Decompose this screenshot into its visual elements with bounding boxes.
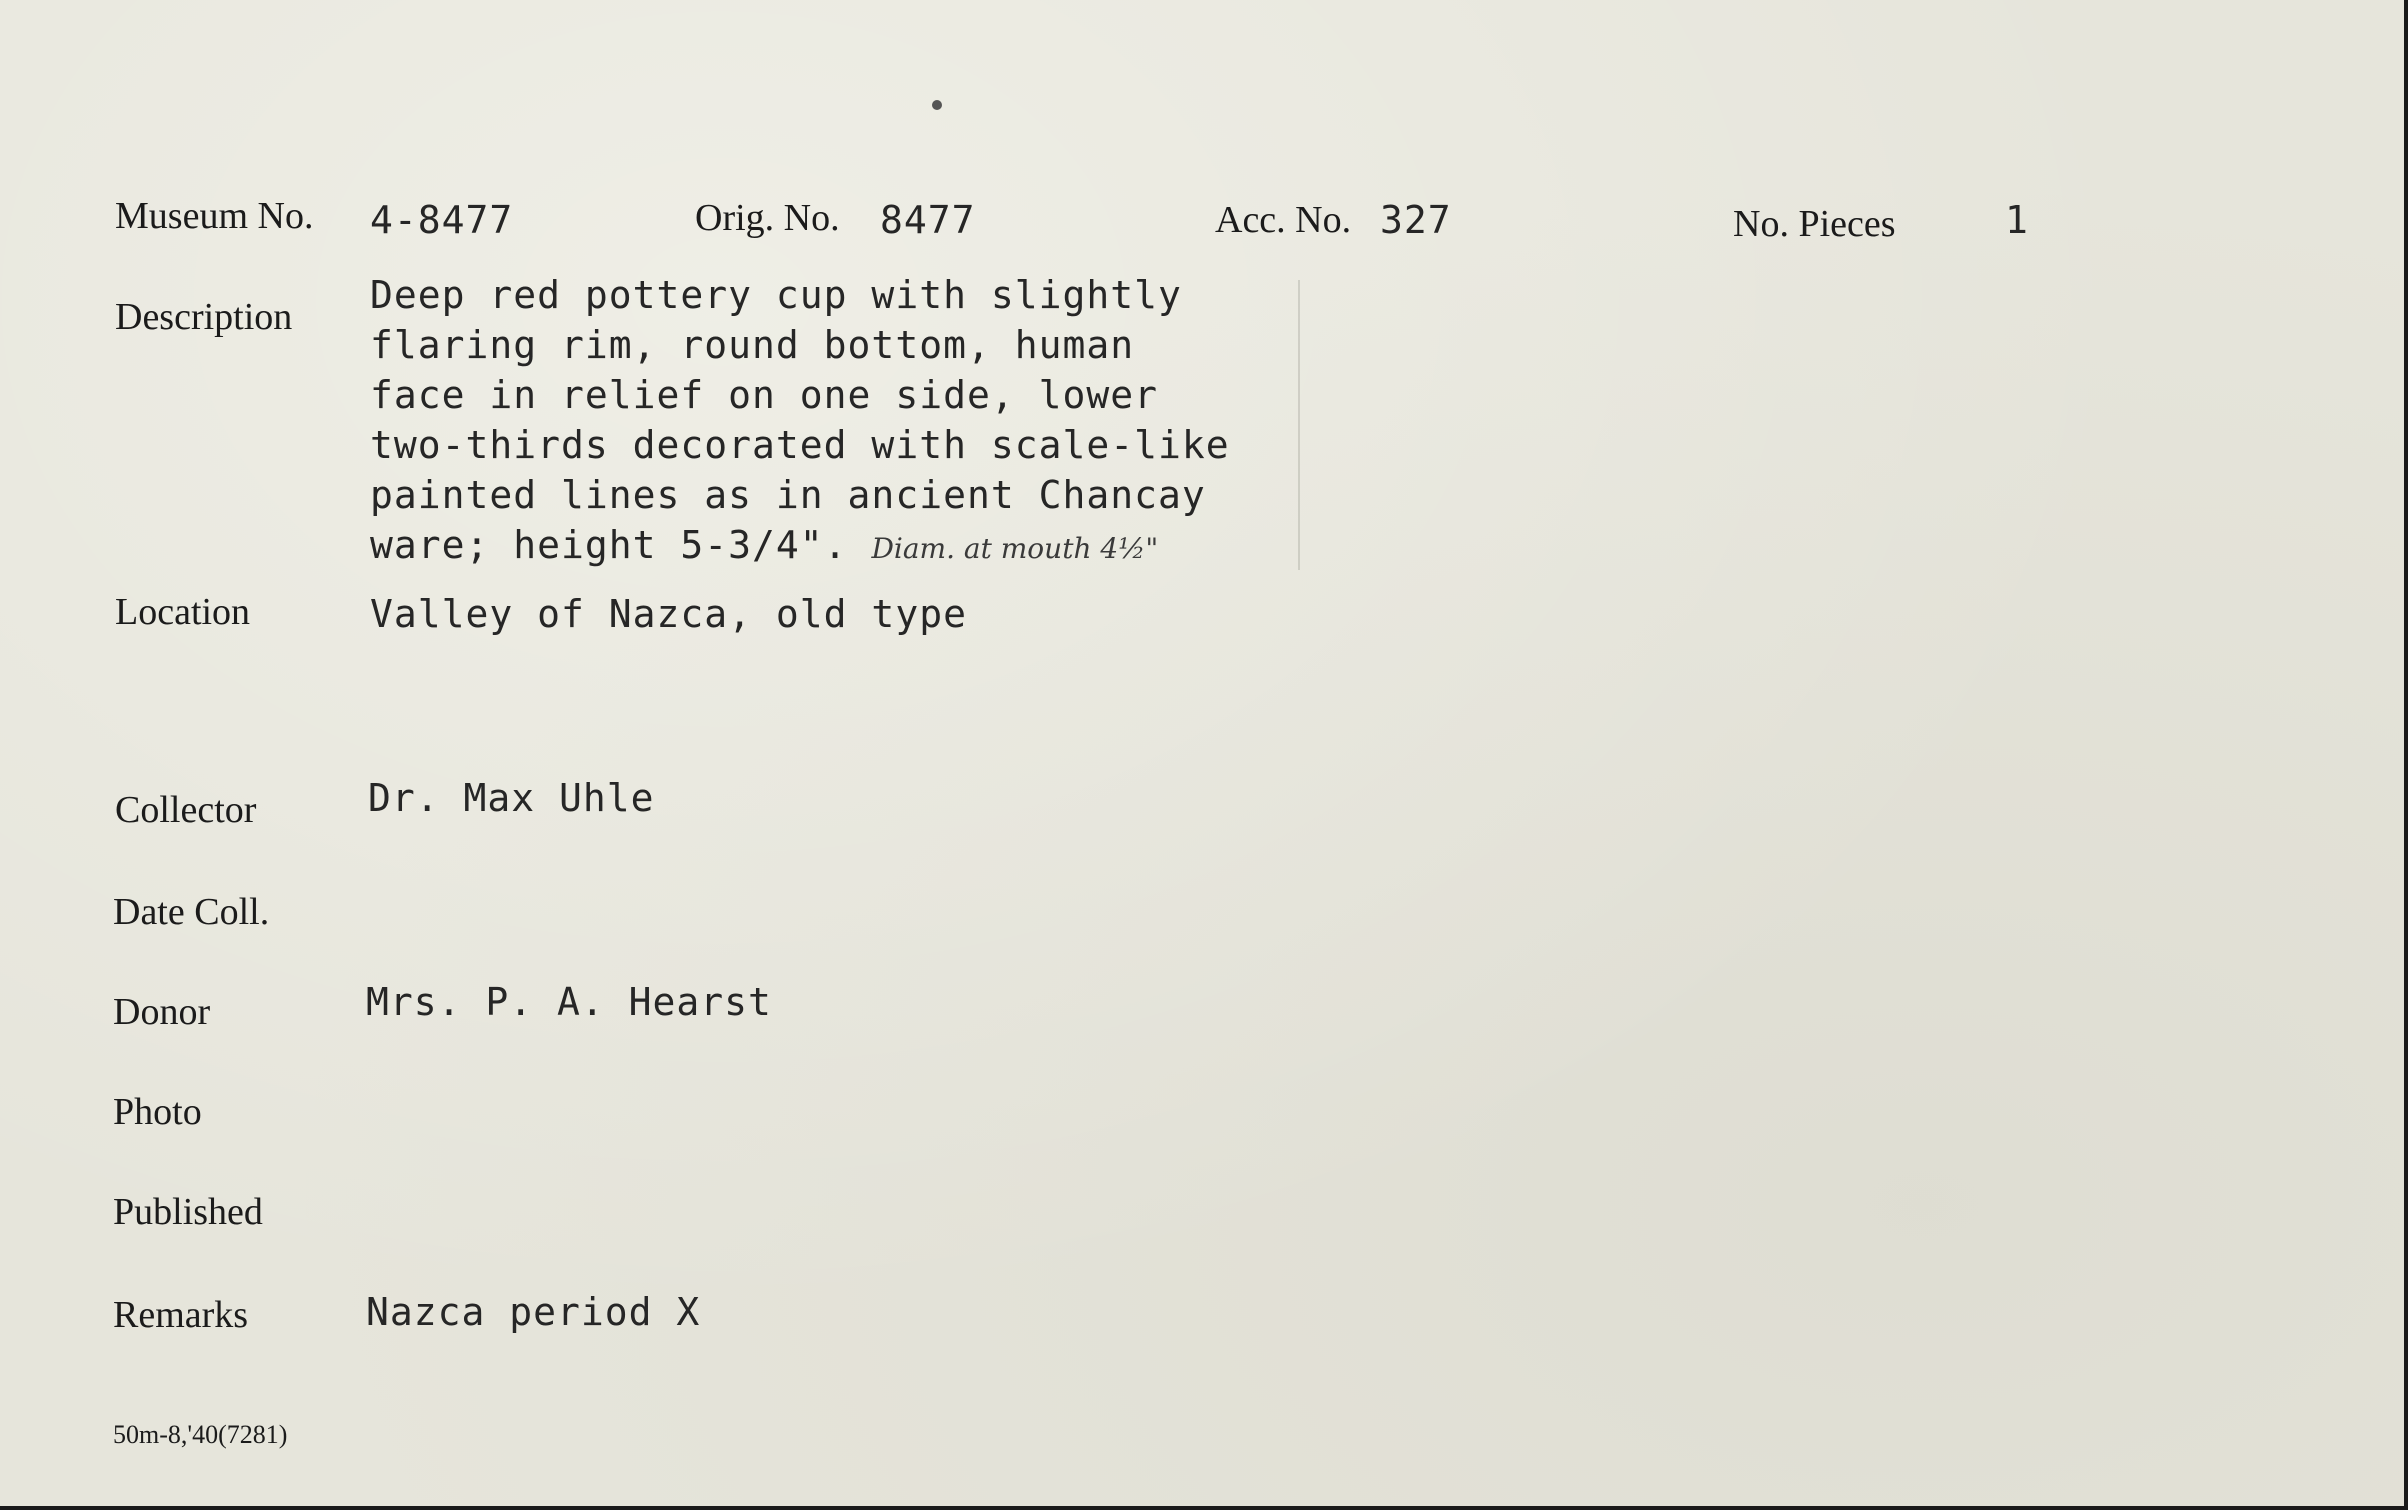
remarks-value: Nazca period X xyxy=(366,1290,701,1334)
donor-value: Mrs. P. A. Hearst xyxy=(366,980,772,1024)
museum-no-label: Museum No. xyxy=(115,195,314,237)
punch-mark xyxy=(932,100,942,110)
handwritten-note: Diam. at mouth 4½" xyxy=(871,532,1159,565)
print-code: 50m-8,'40(7281) xyxy=(113,1420,288,1449)
photo-label: Photo xyxy=(113,1091,202,1133)
published-label: Published xyxy=(113,1191,263,1233)
no-pieces-label: No. Pieces xyxy=(1733,203,1896,245)
description-line: ware; height 5-3/4". xyxy=(370,523,848,567)
acc-no-value: 327 xyxy=(1380,198,1452,242)
faint-fold-line xyxy=(1298,280,1300,570)
museum-no-value: 4-8477 xyxy=(370,198,514,242)
remarks-label: Remarks xyxy=(113,1294,249,1336)
location-label: Location xyxy=(115,591,251,633)
donor-label: Donor xyxy=(113,991,211,1033)
description-line-last xyxy=(370,520,1230,574)
description-line: flaring rim, round bottom, human xyxy=(370,323,1135,367)
collector-label: Collector xyxy=(115,789,257,831)
orig-no-value: 8477 xyxy=(880,198,976,242)
orig-no-label: Orig. No. xyxy=(695,197,840,239)
collector-value: Dr. Max Uhle xyxy=(368,776,655,820)
no-pieces-value: 1 xyxy=(2005,198,2029,242)
acc-no-label: Acc. No. xyxy=(1215,199,1352,241)
description-text xyxy=(370,270,1230,574)
description-label: Description xyxy=(115,296,293,338)
description-line: painted lines as in ancient Chancay xyxy=(370,473,1206,517)
description-line: face in relief on one side, lower xyxy=(370,373,1158,417)
description-line: two-thirds decorated with scale-like xyxy=(370,423,1230,467)
location-value: Valley of Nazca, old type xyxy=(370,592,967,636)
date-coll-label: Date Coll. xyxy=(113,891,270,933)
description-line: Deep red pottery cup with slightly xyxy=(370,273,1182,317)
